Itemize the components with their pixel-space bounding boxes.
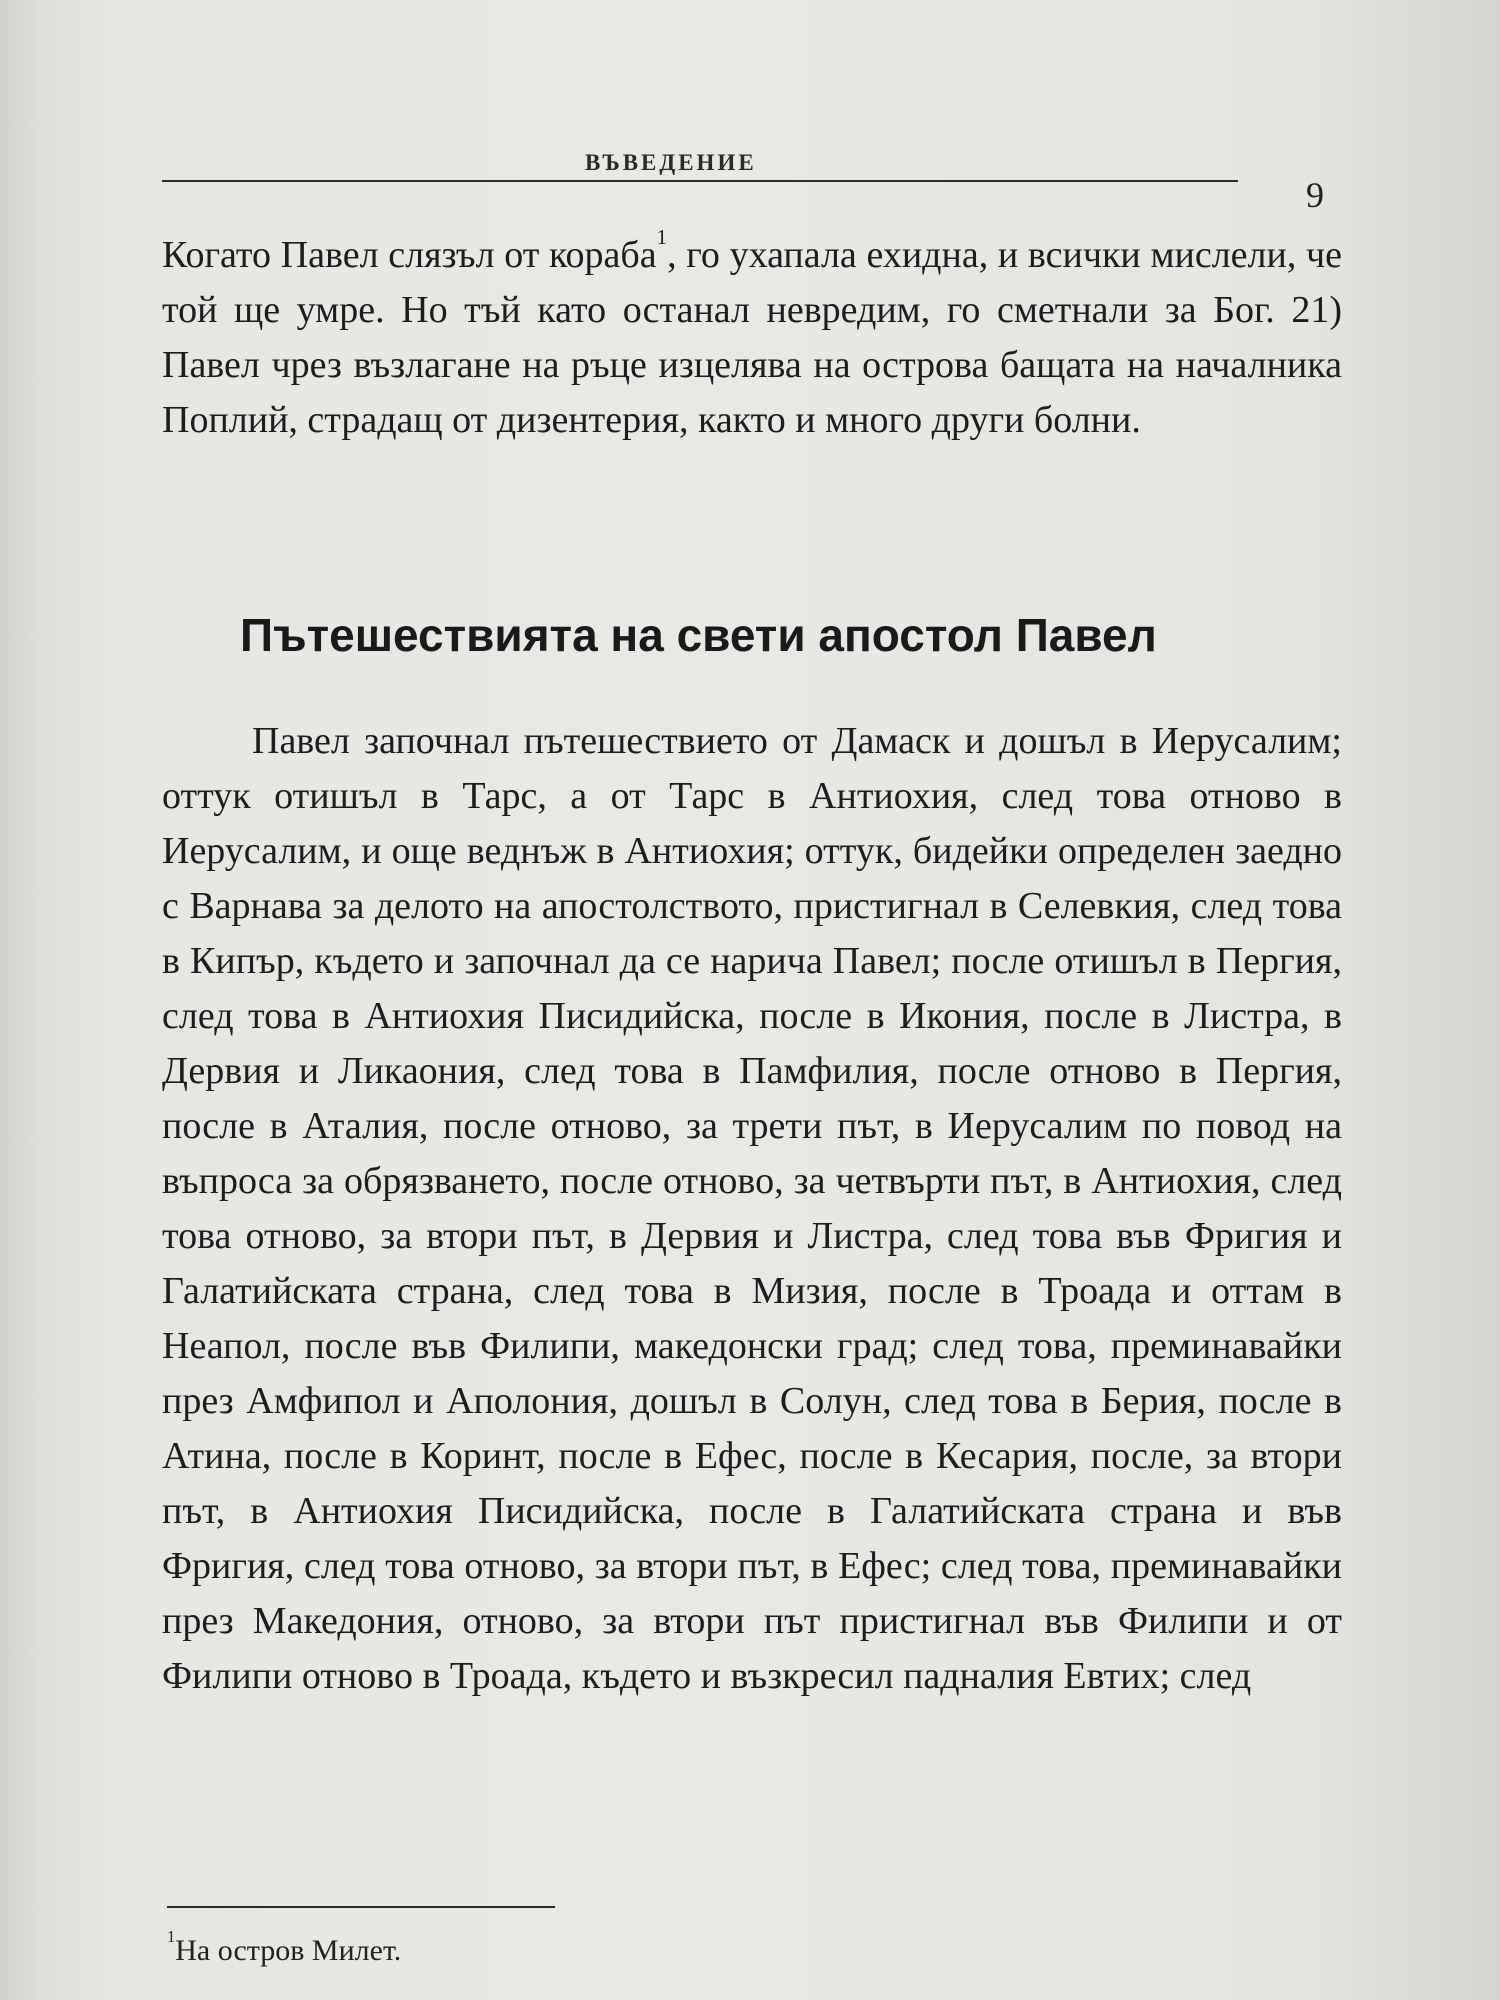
running-title: ВЪВЕДЕНИЕ bbox=[585, 150, 757, 175]
footnote-mark: 1 bbox=[167, 1926, 176, 1946]
page-number: 9 bbox=[1306, 175, 1324, 215]
top-paragraph bbox=[162, 224, 1342, 448]
top-paragraph-text-after-note: , го ухапала ехидна, и всички мислели, че той ще умре. Но тъй като останал невредим, го сметнали за Бог. 21) Павел чрез възлагане на ръце изцелява на острова бащата на началника Поплий, страдащ от дизентерия, както и много други болни. bbox=[162, 234, 1342, 441]
top-paragraph-text-before-note: Когато Павел слязъл от кораба bbox=[162, 234, 657, 276]
footnote-reference: 1 bbox=[656, 224, 668, 249]
footnote-rule bbox=[167, 1906, 555, 1908]
footnote bbox=[167, 1926, 402, 1968]
header-rule bbox=[162, 180, 1238, 182]
footnote-text: На остров Милет. bbox=[175, 1934, 402, 1967]
section-heading: Пътешествията на свети апостол Павел bbox=[240, 609, 1157, 661]
main-paragraph: Павел започнал пътешествието от Дамаск и дошъл в Иерусалим; оттук отишъл в Тарс, а от Тарс в Антиохия, след това отново в Иерусалим, и още веднъж в Антиохия; оттук, бидейки определен заедно с Варнава за делото на апостолството, пристигнал в Селевкия, след това в Кипър, където и започнал да се нарича Павел; после отишъл в Пергия, след това в Антиохия Писидийска, после в Икония, после в Листра, в Дервия и Ликаония, след това в Памфилия, после отново в Пергия, после в Аталия, после отново, за трети път, в Иерусалим по повод на въпроса за обрязването, после отново, за четвърти път, в Антиохия, след това отново, за втори път, в Дервия и Листра, след това във Фригия и Галатийската страна, след това в Мизия, после в Троада и оттам в Неапол, после във Филипи, македонски град; след това, преминавайки през Амфипол и Аполония, дошъл в Солун, след това в Берия, после в Атина, после в Коринт, после в Ефес, после в Кесария, после, за втори път, в Антиохия Писидийска, после в Галатийската страна и във Фригия, след това отново, за втори път, в Ефес; след това, преминавайки през Македония, отново, за втори път пристигнал във Филипи и от Филипи отново в Троада, където и възкресил падналия Евтих; след bbox=[162, 720, 1342, 1697]
